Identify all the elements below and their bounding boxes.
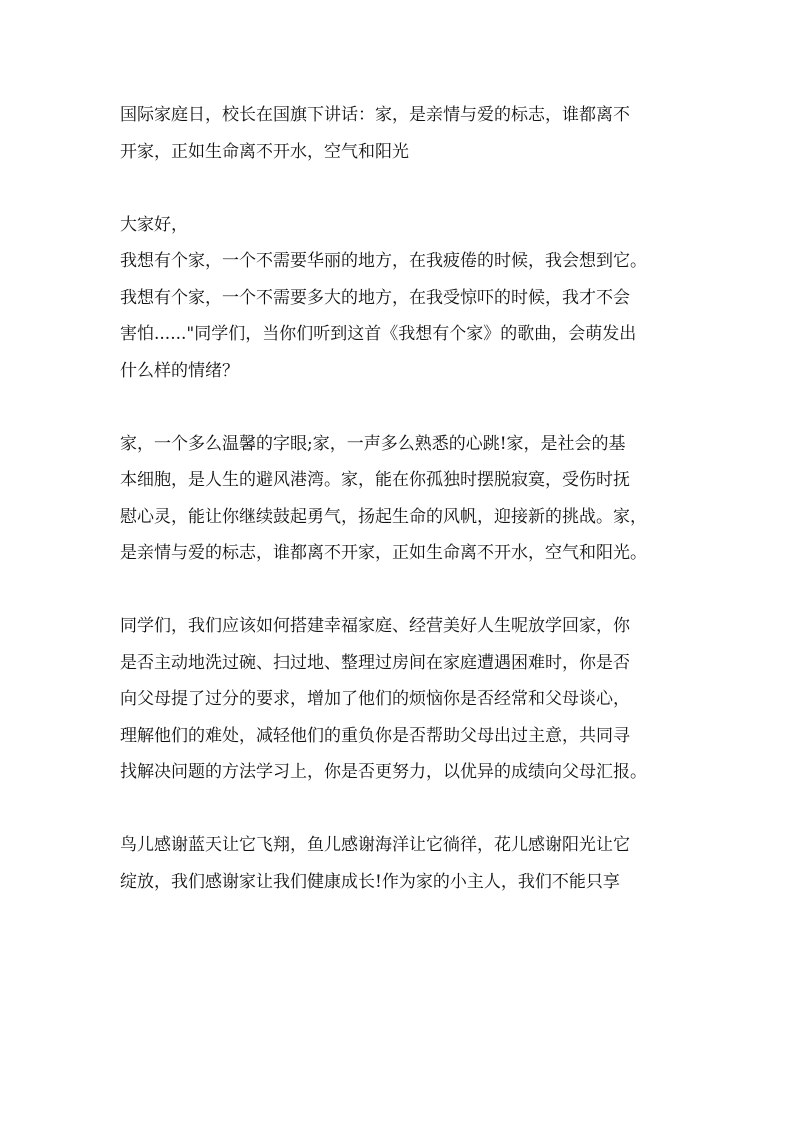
paragraph-3 [120, 608, 685, 791]
document-title [120, 97, 685, 170]
paragraph-line: 害怕......"同学们，当你们听到这首《我想有个家》的歌曲，会萌发出 [120, 324, 637, 344]
paragraph-line: 慰心灵，能让你继续鼓起勇气，扬起生命的风帆，迎接新的挑战。家， [120, 506, 647, 527]
paragraph-line: 是否主动地洗过碗、扫过地、整理过房间在家庭遭遇困难时，你是否 [120, 652, 630, 673]
paragraph-line: 家，一个多么温馨的字眼;家，一声多么熟悉的心跳!家，是社会的基 [120, 433, 626, 454]
paragraph-gap [120, 170, 685, 207]
paragraph-line: 是亲情与爱的标志，谁都离不开家，正如生命离不开水，空气和阳光。 [120, 543, 647, 563]
paragraph-1 [120, 243, 685, 389]
paragraph-line: 本细胞，是人生的避风港湾。家，能在你孤独时摆脱寂寞，受伤时抚 [120, 470, 630, 490]
title-line: 开家，正如生命离不开水，空气和阳光 [120, 141, 409, 162]
paragraph-line: 向父母提了过分的要求，增加了他们的烦恼你是否经常和父母谈心， [120, 689, 630, 709]
paragraph-gap [120, 572, 685, 609]
paragraph-line: 鸟儿感谢蓝天让它飞翔，鱼儿感谢海洋让它徜徉，花儿感谢阳光让它 [120, 835, 630, 855]
greeting-line: 大家好， [120, 214, 188, 235]
title-line: 国际家庭日，校长在国旗下讲话：家，是亲情与爱的标志，谁都离不 [120, 105, 630, 125]
paragraph-line: 同学们，我们应该如何搭建幸福家庭、经营美好人生呢放学回家，你 [120, 616, 630, 636]
paragraph-2 [120, 426, 685, 572]
document-body [120, 97, 685, 900]
paragraph-4 [120, 827, 685, 900]
paragraph-line: 理解他们的难处，减轻他们的重负你是否帮助父母出过主意，共同寻 [120, 725, 630, 746]
greeting [120, 207, 685, 244]
paragraph-line: 我想有个家，一个不需要多大的地方，在我受惊吓的时候，我才不会 [120, 287, 630, 308]
paragraph-line: 找解决问题的方法学习上，你是否更努力，以优异的成绩向父母汇报。 [120, 762, 647, 782]
paragraph-line: 我想有个家，一个不需要华丽的地方，在我疲倦的时候，我会想到它。 [120, 251, 647, 271]
paragraph-gap [120, 791, 685, 828]
paragraph-gap [120, 389, 685, 426]
paragraph-line: 绽放，我们感谢家让我们健康成长!作为家的小主人，我们不能只享 [120, 871, 620, 892]
paragraph-line: 什么样的情绪？ [120, 360, 239, 381]
